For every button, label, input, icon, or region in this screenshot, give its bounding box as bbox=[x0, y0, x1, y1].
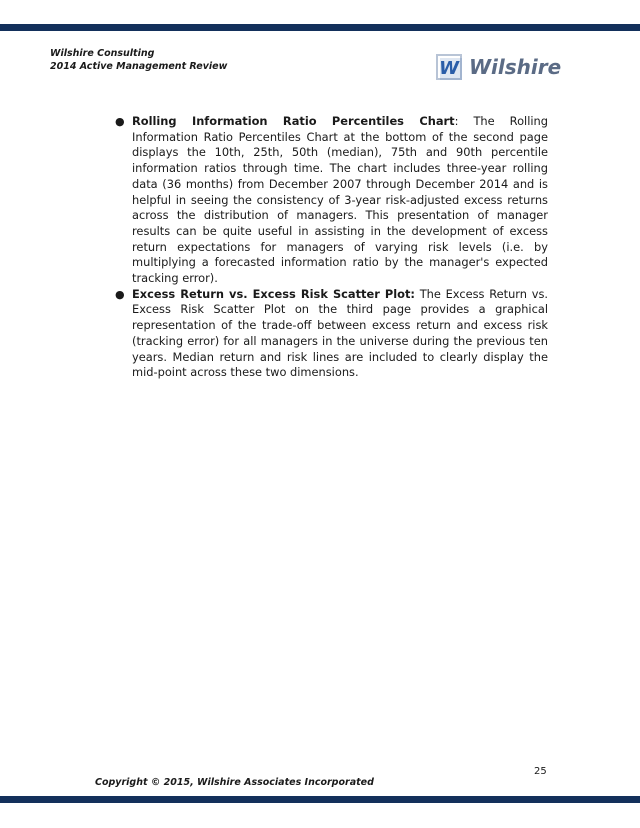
document-header bbox=[50, 47, 227, 73]
list-item-text: The Rolling Information Ratio Percentiles Chart at the bottom of the second page displays the 10th, 25th, 50th (median), 75th and 90th percentile information ratios through time. The chart includes three-year rolling data (36 months) from December 2007 through December 2014 and is helpful in seeing the consistency of 3-year risk-adjusted excess returns across the distribution of managers. This presentation of manager results can be quite useful in assisting in the development of excess return expectations for managers of varying risk levels (i.e. by multiplying a forecasted information ratio by the manager's expected tracking error). bbox=[132, 114, 548, 286]
list-item-lead: Excess Return vs. Excess Risk Scatter Plot: bbox=[132, 286, 415, 301]
list-item-separator: : bbox=[454, 114, 474, 128]
wilshire-logo bbox=[436, 52, 561, 82]
list-item bbox=[112, 114, 548, 287]
bottom-divider-bar bbox=[0, 796, 640, 803]
company-name: Wilshire Consulting bbox=[50, 48, 155, 59]
list-item-text: The Excess Return vs. Excess Risk Scatter Plot on the third page provides a graphical representation of the trade-off between excess return and excess risk (tracking error) for all managers in the universe during the previous ten years. Median return and risk lines are included to clearly display the mid-point across these two dimensions. bbox=[132, 286, 548, 380]
logo-mark-icon bbox=[436, 54, 464, 80]
bullet-icon: ● bbox=[115, 115, 125, 128]
logo-wordmark: Wilshire bbox=[469, 55, 562, 79]
list-item bbox=[112, 287, 548, 381]
copyright-notice: Copyright © 2015, Wilshire Associates Incorporated bbox=[95, 777, 374, 788]
report-title: 2014 Active Management Review bbox=[50, 61, 228, 72]
list-item-lead: Rolling Information Ratio Percentiles Chart bbox=[132, 114, 455, 128]
bullet-icon: ● bbox=[115, 287, 125, 301]
page-number: 25 bbox=[534, 766, 547, 777]
bullet-list bbox=[112, 114, 548, 381]
top-divider-bar bbox=[0, 24, 640, 31]
logo-letter: W bbox=[439, 58, 459, 79]
body-content bbox=[112, 114, 548, 381]
